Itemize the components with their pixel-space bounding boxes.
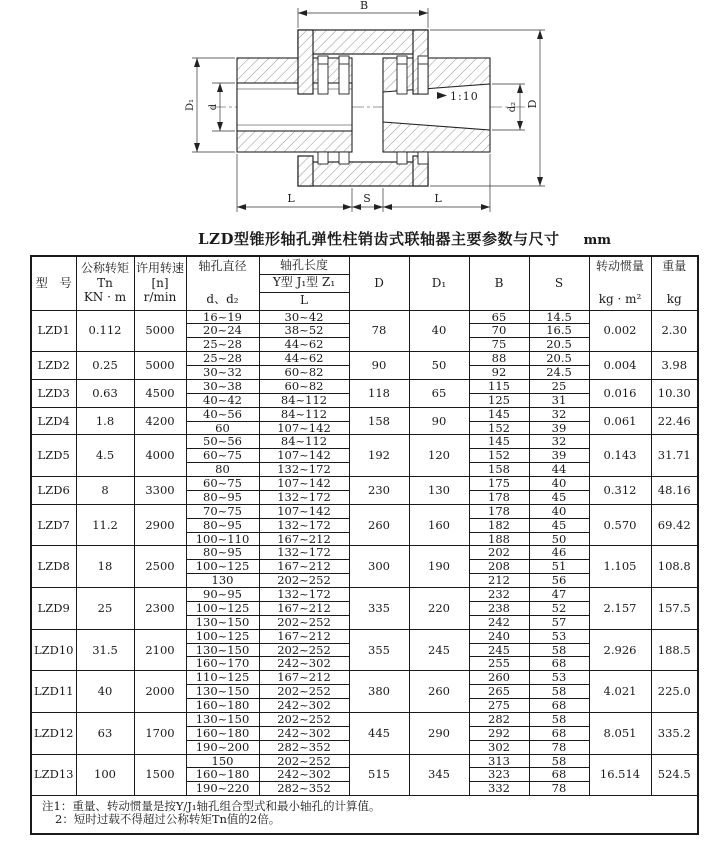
cell-B: 145 bbox=[469, 435, 529, 449]
cell-bore-length: 107~142 bbox=[259, 504, 349, 518]
col-header-model: 型 号 bbox=[31, 256, 76, 310]
cell-bore-length: 30~42 bbox=[259, 310, 349, 324]
dim-label-d2: d₂ bbox=[507, 101, 518, 113]
cell-weight: 10.30 bbox=[651, 379, 698, 407]
cell-S: 58 bbox=[529, 712, 589, 726]
spec-table-head bbox=[31, 256, 698, 310]
cell-S: 24.5 bbox=[529, 366, 589, 380]
cell-bore-diameter: 160~170 bbox=[186, 657, 259, 671]
cell-bore-diameter: 50~56 bbox=[186, 435, 259, 449]
cell-B: 282 bbox=[469, 712, 529, 726]
cell-bore-length: 242~302 bbox=[259, 768, 349, 782]
cell-torque: 11.2 bbox=[76, 504, 134, 546]
cell-torque: 1.8 bbox=[76, 407, 134, 435]
cell-weight: 69.42 bbox=[651, 504, 698, 546]
cell-torque: 25 bbox=[76, 588, 134, 630]
cell-bore-diameter: 100~125 bbox=[186, 629, 259, 643]
cell-D1: 290 bbox=[409, 712, 469, 754]
cell-bore-diameter: 100~110 bbox=[186, 532, 259, 546]
dim-label-L-left: L bbox=[287, 192, 295, 205]
cell-S: 39 bbox=[529, 449, 589, 463]
cell-model: LZD2 bbox=[31, 352, 76, 380]
cell-S: 14.5 bbox=[529, 310, 589, 324]
col-header-inertia-line2: kg · m² bbox=[598, 291, 642, 306]
cell-bore-diameter: 70~75 bbox=[186, 504, 259, 518]
cell-S: 20.5 bbox=[529, 352, 589, 366]
cell-bore-diameter: 160~180 bbox=[186, 726, 259, 740]
cell-D: 78 bbox=[349, 310, 409, 352]
cell-B: 240 bbox=[469, 629, 529, 643]
cell-B: 70 bbox=[469, 324, 529, 338]
cell-weight: 108.8 bbox=[651, 546, 698, 588]
cell-model: LZD3 bbox=[31, 379, 76, 407]
cell-model: LZD1 bbox=[31, 310, 76, 352]
cell-B: 208 bbox=[469, 560, 529, 574]
cell-D1: 120 bbox=[409, 435, 469, 477]
cell-bore-length: 60~82 bbox=[259, 366, 349, 380]
cell-bore-length: 202~252 bbox=[259, 615, 349, 629]
cell-weight: 2.30 bbox=[651, 310, 698, 352]
cell-B: 115 bbox=[469, 379, 529, 393]
cell-S: 25 bbox=[529, 379, 589, 393]
cell-bore-diameter: 25~28 bbox=[186, 338, 259, 352]
col-header-D1: D₁ bbox=[409, 256, 469, 310]
col-header-bore-line1: 轴孔直径 bbox=[198, 259, 247, 274]
cell-bore-length: 132~172 bbox=[259, 546, 349, 560]
taper-label: 1:10 bbox=[450, 90, 479, 103]
cell-inertia: 0.570 bbox=[589, 504, 651, 546]
cell-S: 58 bbox=[529, 643, 589, 657]
cell-bore-length: 132~172 bbox=[259, 518, 349, 532]
cell-inertia: 4.021 bbox=[589, 671, 651, 713]
cell-S: 53 bbox=[529, 629, 589, 643]
coupling-diagram bbox=[0, 0, 725, 224]
cell-speed: 1700 bbox=[134, 712, 186, 754]
col-header-length-types: Y型 J₁型 Z₁ bbox=[259, 274, 349, 292]
cell-speed: 4200 bbox=[134, 407, 186, 435]
cell-S: 68 bbox=[529, 699, 589, 713]
cell-S: 32 bbox=[529, 435, 589, 449]
cell-S: 16.5 bbox=[529, 324, 589, 338]
col-header-weight bbox=[651, 256, 698, 310]
spec-table-foot bbox=[31, 796, 698, 834]
cell-speed: 2900 bbox=[134, 504, 186, 546]
cell-S: 56 bbox=[529, 574, 589, 588]
cell-speed: 2000 bbox=[134, 671, 186, 713]
cell-bore-diameter: 130 bbox=[186, 574, 259, 588]
cell-model: LZD9 bbox=[31, 588, 76, 630]
cell-torque: 18 bbox=[76, 546, 134, 588]
cell-bore-length: 202~252 bbox=[259, 574, 349, 588]
table-row bbox=[31, 671, 698, 685]
cell-D: 260 bbox=[349, 504, 409, 546]
cell-D: 380 bbox=[349, 671, 409, 713]
cell-torque: 63 bbox=[76, 712, 134, 754]
cell-bore-diameter: 60~75 bbox=[186, 449, 259, 463]
table-row bbox=[31, 629, 698, 643]
cell-model: LZD6 bbox=[31, 477, 76, 505]
col-header-inertia bbox=[589, 256, 651, 310]
cell-S: 57 bbox=[529, 615, 589, 629]
cell-S: 44 bbox=[529, 463, 589, 477]
cell-D1: 245 bbox=[409, 629, 469, 671]
col-header-bore-diameter bbox=[186, 256, 259, 310]
cell-weight: 22.46 bbox=[651, 407, 698, 435]
cell-S: 68 bbox=[529, 768, 589, 782]
cell-bore-length: 107~142 bbox=[259, 449, 349, 463]
cell-bore-diameter: 110~125 bbox=[186, 671, 259, 685]
cell-B: 265 bbox=[469, 685, 529, 699]
cell-D1: 90 bbox=[409, 407, 469, 435]
cell-bore-length: 132~172 bbox=[259, 588, 349, 602]
cell-inertia: 0.016 bbox=[589, 379, 651, 407]
cell-torque: 31.5 bbox=[76, 629, 134, 671]
cell-D1: 130 bbox=[409, 477, 469, 505]
cell-B: 92 bbox=[469, 366, 529, 380]
cell-bore-length: 38~52 bbox=[259, 324, 349, 338]
cell-S: 40 bbox=[529, 504, 589, 518]
table-row bbox=[31, 379, 698, 393]
cell-bore-diameter: 16~19 bbox=[186, 310, 259, 324]
cell-speed: 2300 bbox=[134, 588, 186, 630]
cell-B: 275 bbox=[469, 699, 529, 713]
cell-B: 238 bbox=[469, 601, 529, 615]
col-header-inertia-line1: 转动惯量 bbox=[595, 259, 644, 274]
cell-bore-length: 60~82 bbox=[259, 379, 349, 393]
cell-B: 178 bbox=[469, 504, 529, 518]
cell-inertia: 2.157 bbox=[589, 588, 651, 630]
cell-inertia: 0.002 bbox=[589, 310, 651, 352]
cell-B: 332 bbox=[469, 782, 529, 796]
cell-inertia: 16.514 bbox=[589, 754, 651, 796]
cell-D: 515 bbox=[349, 754, 409, 796]
cell-D: 118 bbox=[349, 379, 409, 407]
cell-bore-diameter: 80~95 bbox=[186, 518, 259, 532]
table-row bbox=[31, 754, 698, 768]
cell-speed: 2100 bbox=[134, 629, 186, 671]
cell-D: 90 bbox=[349, 352, 409, 380]
cell-speed: 1500 bbox=[134, 754, 186, 796]
cell-B: 313 bbox=[469, 754, 529, 768]
cell-weight: 188.5 bbox=[651, 629, 698, 671]
table-row bbox=[31, 588, 698, 602]
cell-S: 68 bbox=[529, 726, 589, 740]
cell-S: 52 bbox=[529, 601, 589, 615]
cell-torque: 40 bbox=[76, 671, 134, 713]
cell-bore-diameter: 80~95 bbox=[186, 490, 259, 504]
cell-S: 53 bbox=[529, 671, 589, 685]
cell-bore-diameter: 80~95 bbox=[186, 546, 259, 560]
cell-speed: 5000 bbox=[134, 310, 186, 352]
cell-B: 152 bbox=[469, 421, 529, 435]
cell-D: 230 bbox=[349, 477, 409, 505]
cell-B: 232 bbox=[469, 588, 529, 602]
cell-torque: 8 bbox=[76, 477, 134, 505]
cell-D1: 220 bbox=[409, 588, 469, 630]
cell-speed: 4000 bbox=[134, 435, 186, 477]
cell-weight: 157.5 bbox=[651, 588, 698, 630]
cell-bore-diameter: 25~28 bbox=[186, 352, 259, 366]
cell-D1: 65 bbox=[409, 379, 469, 407]
cell-bore-length: 132~172 bbox=[259, 463, 349, 477]
col-header-S: S bbox=[529, 256, 589, 310]
cell-B: 125 bbox=[469, 393, 529, 407]
cell-D: 192 bbox=[349, 435, 409, 477]
dim-label-D1: D₁ bbox=[185, 98, 196, 112]
cell-bore-length: 44~62 bbox=[259, 338, 349, 352]
dim-label-D: D bbox=[526, 99, 539, 109]
cell-bore-length: 242~302 bbox=[259, 699, 349, 713]
cell-bore-length: 282~352 bbox=[259, 740, 349, 754]
cell-bore-diameter: 130~150 bbox=[186, 615, 259, 629]
col-header-bore-length: 轴孔长度 bbox=[259, 256, 349, 274]
cell-B: 292 bbox=[469, 726, 529, 740]
cell-weight: 48.16 bbox=[651, 477, 698, 505]
col-header-speed bbox=[134, 256, 186, 310]
cell-model: LZD10 bbox=[31, 629, 76, 671]
cell-bore-diameter: 190~200 bbox=[186, 740, 259, 754]
cell-weight: 524.5 bbox=[651, 754, 698, 796]
cell-S: 45 bbox=[529, 518, 589, 532]
col-header-speed-line2: [n] bbox=[151, 275, 169, 290]
cell-B: 178 bbox=[469, 490, 529, 504]
cell-D1: 260 bbox=[409, 671, 469, 713]
cell-bore-diameter: 130~150 bbox=[186, 643, 259, 657]
col-header-weight-line1: 重量 bbox=[662, 259, 687, 274]
spec-table bbox=[30, 255, 699, 835]
left-hub bbox=[237, 58, 352, 152]
cell-speed: 3300 bbox=[134, 477, 186, 505]
cell-D: 445 bbox=[349, 712, 409, 754]
cell-bore-diameter: 100~125 bbox=[186, 601, 259, 615]
cell-S: 50 bbox=[529, 532, 589, 546]
col-header-torque-line3: KN · m bbox=[83, 289, 127, 304]
cell-bore-length: 132~172 bbox=[259, 490, 349, 504]
cell-B: 88 bbox=[469, 352, 529, 366]
cell-model: LZD5 bbox=[31, 435, 76, 477]
cell-inertia: 0.143 bbox=[589, 435, 651, 477]
col-header-B: B bbox=[469, 256, 529, 310]
cell-B: 202 bbox=[469, 546, 529, 560]
cell-D1: 190 bbox=[409, 546, 469, 588]
col-header-torque-line1: 公称转矩 bbox=[80, 261, 129, 276]
cell-speed: 5000 bbox=[134, 352, 186, 380]
cell-B: 260 bbox=[469, 671, 529, 685]
note-line-2: 2：短时过载不得超过公称转矩Tn值的2倍。 bbox=[55, 812, 281, 826]
col-header-speed-line3: r/min bbox=[143, 289, 177, 304]
cell-D: 335 bbox=[349, 588, 409, 630]
cell-B: 158 bbox=[469, 463, 529, 477]
coupling-diagram-svg bbox=[0, 0, 725, 224]
cell-bore-diameter: 30~38 bbox=[186, 379, 259, 393]
dim-label-S: S bbox=[363, 192, 371, 205]
spec-table-body bbox=[31, 310, 698, 796]
cell-B: 65 bbox=[469, 310, 529, 324]
cell-speed: 2500 bbox=[134, 546, 186, 588]
cell-bore-length: 282~352 bbox=[259, 782, 349, 796]
cell-B: 175 bbox=[469, 477, 529, 491]
cell-S: 47 bbox=[529, 588, 589, 602]
table-row bbox=[31, 477, 698, 491]
cell-model: LZD4 bbox=[31, 407, 76, 435]
cell-S: 78 bbox=[529, 782, 589, 796]
cell-bore-diameter: 130~150 bbox=[186, 685, 259, 699]
cell-bore-length: 167~212 bbox=[259, 532, 349, 546]
table-row bbox=[31, 310, 698, 324]
cell-S: 31 bbox=[529, 393, 589, 407]
table-row bbox=[31, 712, 698, 726]
table-row bbox=[31, 504, 698, 518]
col-header-bore-line2: d、d₂ bbox=[206, 291, 239, 306]
cell-D: 158 bbox=[349, 407, 409, 435]
cell-B: 188 bbox=[469, 532, 529, 546]
dim-label-B: B bbox=[360, 0, 369, 12]
cell-S: 68 bbox=[529, 657, 589, 671]
cell-S: 40 bbox=[529, 477, 589, 491]
cell-bore-diameter: 60~75 bbox=[186, 477, 259, 491]
cell-B: 245 bbox=[469, 643, 529, 657]
cell-weight: 335.2 bbox=[651, 712, 698, 754]
cell-weight: 225.0 bbox=[651, 671, 698, 713]
cell-torque: 4.5 bbox=[76, 435, 134, 477]
cell-model: LZD12 bbox=[31, 712, 76, 754]
cell-S: 58 bbox=[529, 754, 589, 768]
cell-bore-diameter: 100~125 bbox=[186, 560, 259, 574]
cell-inertia: 1.105 bbox=[589, 546, 651, 588]
cell-inertia: 8.051 bbox=[589, 712, 651, 754]
col-header-torque bbox=[76, 256, 134, 310]
cell-bore-diameter: 40~42 bbox=[186, 393, 259, 407]
cell-bore-diameter: 40~56 bbox=[186, 407, 259, 421]
cell-B: 302 bbox=[469, 740, 529, 754]
cell-bore-diameter: 160~180 bbox=[186, 699, 259, 713]
cell-bore-length: 202~252 bbox=[259, 643, 349, 657]
cell-bore-diameter: 20~24 bbox=[186, 324, 259, 338]
cell-S: 20.5 bbox=[529, 338, 589, 352]
cell-bore-length: 167~212 bbox=[259, 629, 349, 643]
col-header-length-L: L bbox=[259, 292, 349, 310]
col-header-torque-line2: Tn bbox=[97, 275, 113, 290]
table-notes bbox=[31, 796, 698, 834]
cell-bore-length: 84~112 bbox=[259, 407, 349, 421]
cell-bore-diameter: 80 bbox=[186, 463, 259, 477]
cell-bore-length: 167~212 bbox=[259, 601, 349, 615]
cell-bore-length: 202~252 bbox=[259, 685, 349, 699]
cell-weight: 31.71 bbox=[651, 435, 698, 477]
cell-D: 300 bbox=[349, 546, 409, 588]
unit-label: mm bbox=[583, 233, 612, 248]
page-title: LZD型锥形轴孔弹性柱销齿式联轴器主要参数与尺寸 bbox=[198, 230, 560, 248]
cell-bore-diameter: 90~95 bbox=[186, 588, 259, 602]
cell-torque: 100 bbox=[76, 754, 134, 796]
cell-S: 58 bbox=[529, 685, 589, 699]
cell-D1: 50 bbox=[409, 352, 469, 380]
cell-bore-diameter: 190~220 bbox=[186, 782, 259, 796]
cell-model: LZD7 bbox=[31, 504, 76, 546]
cell-torque: 0.112 bbox=[76, 310, 134, 352]
cell-S: 46 bbox=[529, 546, 589, 560]
cell-model: LZD8 bbox=[31, 546, 76, 588]
cell-bore-diameter: 130~150 bbox=[186, 712, 259, 726]
cell-B: 212 bbox=[469, 574, 529, 588]
cell-D1: 345 bbox=[409, 754, 469, 796]
dim-label-d: d bbox=[208, 103, 219, 111]
cell-S: 51 bbox=[529, 560, 589, 574]
cell-bore-length: 202~252 bbox=[259, 712, 349, 726]
cell-B: 152 bbox=[469, 449, 529, 463]
sleeve-bottom bbox=[298, 156, 428, 186]
cell-inertia: 0.004 bbox=[589, 352, 651, 380]
cell-bore-length: 44~62 bbox=[259, 352, 349, 366]
cell-bore-diameter: 160~180 bbox=[186, 768, 259, 782]
cell-inertia: 0.061 bbox=[589, 407, 651, 435]
cell-bore-diameter: 30~32 bbox=[186, 366, 259, 380]
cell-S: 45 bbox=[529, 490, 589, 504]
note-line-1: 注1：重量、转动惯量是按Y/J₁轴孔组合型式和最小轴孔的计算值。 bbox=[42, 799, 381, 814]
cell-B: 255 bbox=[469, 657, 529, 671]
cell-model: LZD11 bbox=[31, 671, 76, 713]
cell-bore-length: 107~142 bbox=[259, 477, 349, 491]
cell-B: 242 bbox=[469, 615, 529, 629]
cell-D: 355 bbox=[349, 629, 409, 671]
cell-S: 39 bbox=[529, 421, 589, 435]
dim-label-L-right: L bbox=[434, 192, 442, 205]
cell-bore-length: 167~212 bbox=[259, 671, 349, 685]
cell-speed: 4500 bbox=[134, 379, 186, 407]
cell-B: 182 bbox=[469, 518, 529, 532]
col-header-D: D bbox=[349, 256, 409, 310]
cell-weight: 3.98 bbox=[651, 352, 698, 380]
cell-bore-length: 167~212 bbox=[259, 560, 349, 574]
cell-bore-length: 202~252 bbox=[259, 754, 349, 768]
cell-inertia: 0.312 bbox=[589, 477, 651, 505]
cell-B: 323 bbox=[469, 768, 529, 782]
cell-bore-length: 107~142 bbox=[259, 421, 349, 435]
table-row bbox=[31, 407, 698, 421]
cell-bore-length: 242~302 bbox=[259, 726, 349, 740]
table-row bbox=[31, 352, 698, 366]
col-header-speed-line1: 许用转速 bbox=[135, 261, 184, 276]
cell-bore-diameter: 150 bbox=[186, 754, 259, 768]
cell-B: 145 bbox=[469, 407, 529, 421]
table-row bbox=[31, 546, 698, 560]
cell-S: 78 bbox=[529, 740, 589, 754]
cell-D1: 40 bbox=[409, 310, 469, 352]
cell-bore-diameter: 60 bbox=[186, 421, 259, 435]
cell-bore-length: 84~112 bbox=[259, 393, 349, 407]
cell-S: 32 bbox=[529, 407, 589, 421]
cell-bore-length: 84~112 bbox=[259, 435, 349, 449]
cell-B: 75 bbox=[469, 338, 529, 352]
cell-torque: 0.25 bbox=[76, 352, 134, 380]
title-row bbox=[0, 228, 725, 249]
cell-model: LZD13 bbox=[31, 754, 76, 796]
table-row bbox=[31, 435, 698, 449]
cell-D1: 160 bbox=[409, 504, 469, 546]
cell-inertia: 2.926 bbox=[589, 629, 651, 671]
col-header-weight-line2: kg bbox=[666, 291, 682, 306]
cell-bore-length: 242~302 bbox=[259, 657, 349, 671]
cell-torque: 0.63 bbox=[76, 379, 134, 407]
